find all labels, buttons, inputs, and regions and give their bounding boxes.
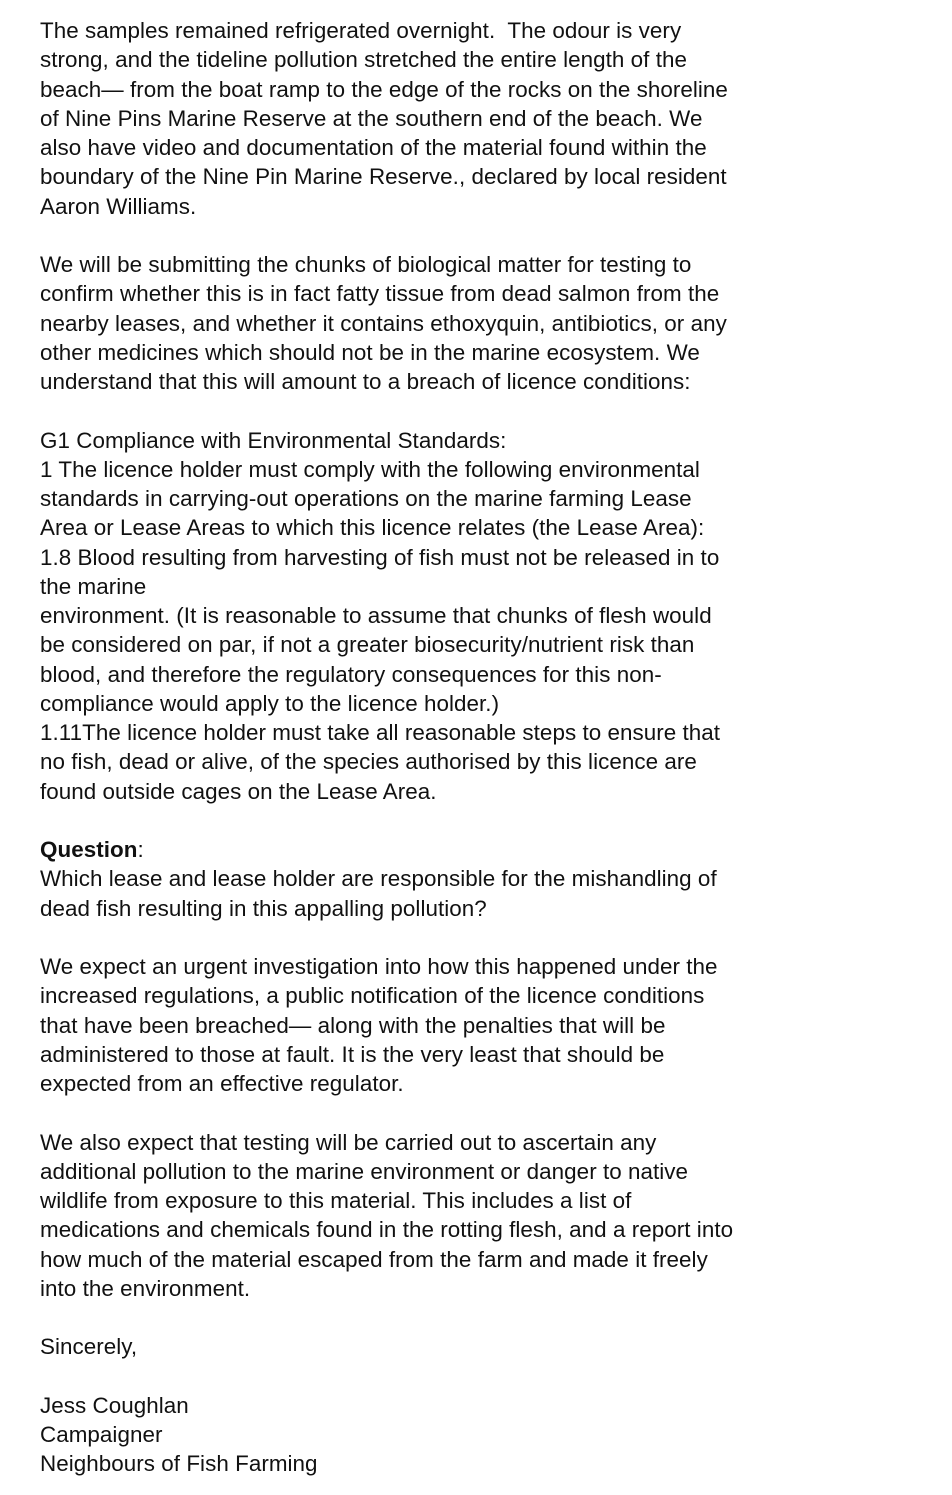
paragraph-spacer (40, 221, 940, 250)
text-line: blood, and therefore the regulatory consequences for this non- (40, 661, 662, 687)
text-line: increased regulations, a public notification of the licence conditions (40, 983, 705, 1009)
text-line: medications and chemicals found in the rotting flesh, and a report into (40, 1217, 734, 1243)
text-line: environment. (It is reasonable to assume that chunks of flesh would (40, 603, 712, 628)
signature-block (40, 1391, 940, 1479)
paragraph-samples (40, 16, 940, 221)
text-line: be considered on par, if not a greater biosecurity/nutrient risk than (40, 632, 695, 658)
text-line: confirm whether this is in fact fatty tissue from dead salmon from the (40, 281, 720, 307)
text-line: compliance would apply to the licence holder.) (40, 690, 500, 716)
text-line: Which lease and lease holder are responsible for the mishandling of (40, 866, 717, 892)
text-line: administered to those at fault. It is the very least that should be (40, 1041, 665, 1067)
paragraph-spacer (40, 806, 940, 835)
text-line: understand that this will amount to a breach of licence conditions: (40, 369, 691, 394)
question-heading-line (40, 835, 940, 864)
text-line: wildlife from exposure to this material. This includes a list of (40, 1188, 632, 1213)
text-line: dead fish resulting in this appalling pollution? (40, 895, 487, 921)
text-line: beach— from the boat ramp to the edge of the rocks on the shoreline (40, 76, 728, 102)
text-line: Aaron Williams. (40, 193, 197, 219)
paragraph-further-testing (40, 1128, 940, 1304)
signature-title: Campaigner (40, 1422, 163, 1447)
text-line: that have been breached— along with the penalties that will be (40, 1012, 666, 1038)
paragraph-investigation (40, 952, 940, 1098)
closing: Sincerely, (40, 1334, 138, 1360)
text-line: expected from an effective regulator. (40, 1071, 404, 1096)
text-line: boundary of the Nine Pin Marine Reserve., declared by local resident (40, 164, 727, 190)
question-section (40, 835, 940, 923)
text-line: 1.11The licence holder must take all reasonable steps to ensure that (40, 720, 721, 745)
signature-organisation: Neighbours of Fish Farming (40, 1451, 318, 1477)
text-line: additional pollution to the marine environment or danger to native (40, 1158, 689, 1184)
text-line: We expect an urgent investigation into how this happened under the (40, 954, 718, 979)
text-line: Area or Lease Areas to which this licence relates (the Lease Area): (40, 515, 705, 541)
text-line: into the environment. (40, 1275, 251, 1301)
signature-name: Jess Coughlan (40, 1392, 189, 1418)
text-line: also have video and documentation of the material found within the (40, 135, 707, 160)
licence-conditions (40, 426, 940, 806)
text-line: G1 Compliance with Environmental Standards: (40, 427, 507, 453)
text-line: how much of the material escaped from the farm and made it freely (40, 1246, 708, 1272)
letter-page (40, 16, 940, 1479)
question-heading: Question (40, 837, 138, 862)
paragraph-spacer (40, 396, 940, 425)
text-line: the marine (40, 573, 147, 599)
text-line: other medicines which should not be in the marine ecosystem. We (40, 339, 700, 365)
text-line: nearby leases, and whether it contains ethoxyquin, antibiotics, or any (40, 310, 727, 336)
text-line: The samples remained refrigerated overnight. The odour is very (40, 18, 682, 43)
text-line: 1 The licence holder must comply with the following environmental (40, 456, 700, 482)
text-line: standards in carrying-out operations on the marine farming Lease (40, 486, 692, 511)
question-colon: : (137, 837, 144, 862)
text-line: We also expect that testing will be carried out to ascertain any (40, 1129, 657, 1155)
paragraph-spacer (40, 1303, 940, 1332)
text-line: We will be submitting the chunks of biological matter for testing to (40, 252, 692, 277)
text-line: strong, and the tideline pollution stretched the entire length of the (40, 47, 687, 73)
text-line: found outside cages on the Lease Area. (40, 778, 437, 804)
paragraph-spacer (40, 1098, 940, 1127)
text-line: no fish, dead or alive, of the species authorised by this licence are (40, 749, 697, 775)
text-line: of Nine Pins Marine Reserve at the southern end of the beach. We (40, 105, 703, 131)
paragraph-testing (40, 250, 940, 396)
text-line: 1.8 Blood resulting from harvesting of fish must not be released in to (40, 544, 720, 570)
paragraph-spacer (40, 1362, 940, 1391)
paragraph-spacer (40, 923, 940, 952)
